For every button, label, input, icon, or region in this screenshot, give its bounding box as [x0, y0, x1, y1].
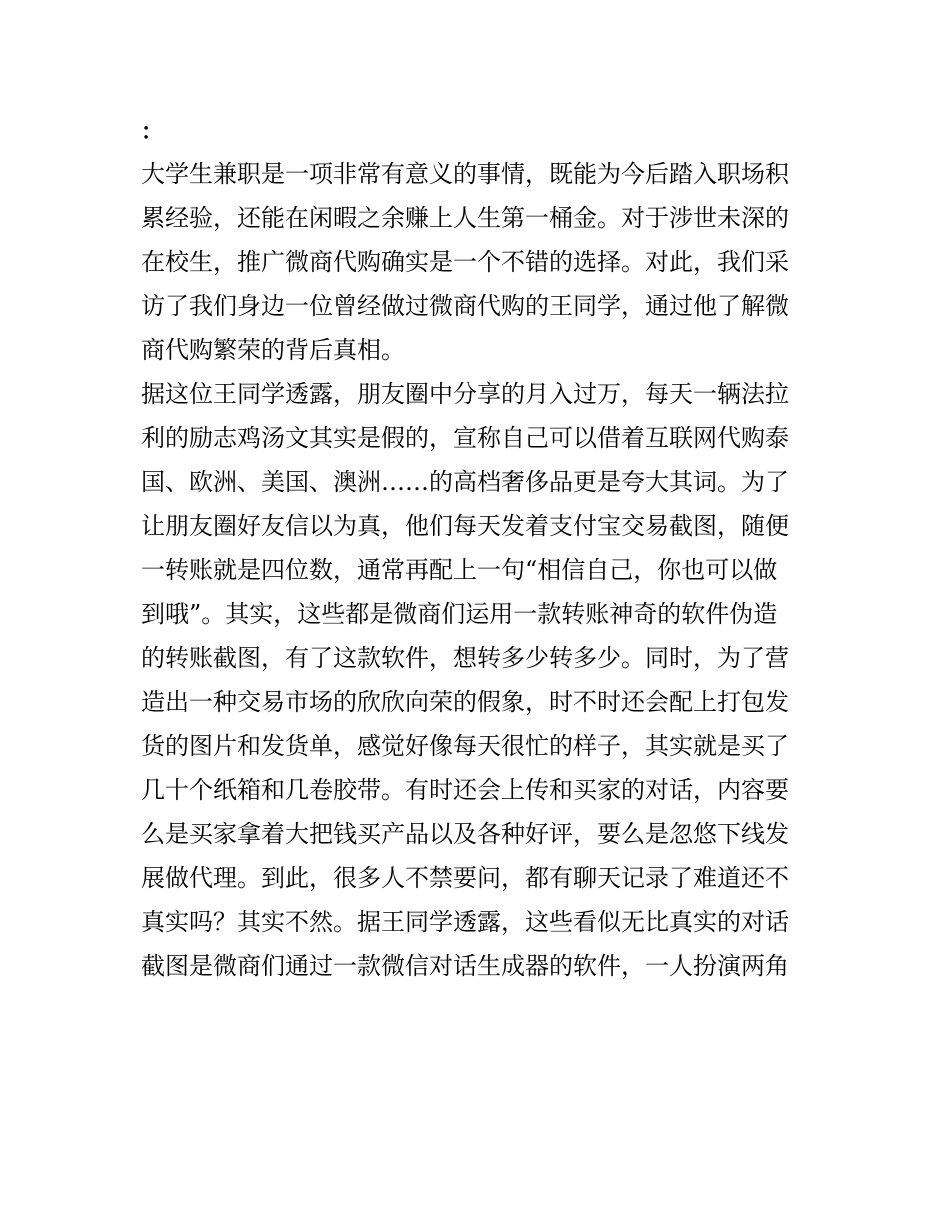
text-line: 展做代理。到此，很多人不禁要问，都有聊天记录了难道还不 [141, 864, 789, 892]
text-line: 大学生兼职是一项非常有意义的事情，既能为今后踏入职场积 [141, 160, 789, 188]
text-line: 么是买家拿着大把钱买产品以及各种好评，要么是忽悠下线发 [141, 820, 789, 848]
text-line: 商代购繁荣的背后真相。 [141, 336, 405, 364]
document-body [141, 112, 813, 988]
text-line: 访了我们身边一位曾经做过微商代购的王同学，通过他了解微 [141, 292, 789, 320]
text-line: 让朋友圈好友信以为真，他们每天发着支付宝交易截图，随便 [141, 512, 789, 540]
text-line: 据这位王同学透露，朋友圈中分享的月入过万，每天一辆法拉 [141, 380, 789, 408]
text-line: 货的图片和发货单，感觉好像每天很忙的样子，其实就是买了 [141, 732, 789, 760]
paragraph-2 [141, 372, 813, 988]
text-line: 截图是微商们通过一款微信对话生成器的软件，一人扮演两角 [141, 952, 789, 980]
text-line: 国、欧洲、美国、澳洲……的高档奢侈品更是夸大其词。为了 [141, 468, 789, 496]
paragraph-1 [141, 152, 813, 372]
text-line: 到哦”。其实，这些都是微商们运用一款转账神奇的软件伪造 [141, 600, 778, 628]
text-line: 的转账截图，有了这款软件，想转多少转多少。同时，为了营 [141, 644, 789, 672]
text-line: 累经验，还能在闲暇之余赚上人生第一桶金。对于涉世未深的 [141, 204, 789, 232]
heading-colon: ： [141, 119, 164, 145]
text-line: 利的励志鸡汤文其实是假的，宣称自己可以借着互联网代购泰 [141, 424, 789, 452]
text-line: 真实吗？其实不然。据王同学透露，这些看似无比真实的对话 [141, 908, 789, 936]
text-line: 造出一种交易市场的欣欣向荣的假象，时不时还会配上打包发 [141, 688, 789, 716]
text-line: 几十个纸箱和几卷胶带。有时还会上传和买家的对话，内容要 [141, 776, 789, 804]
text-line: 在校生，推广微商代购确实是一个不错的选择。对此，我们采 [141, 248, 789, 276]
text-line: 一转账就是四位数，通常再配上一句“相信自己，你也可以做 [141, 556, 778, 584]
